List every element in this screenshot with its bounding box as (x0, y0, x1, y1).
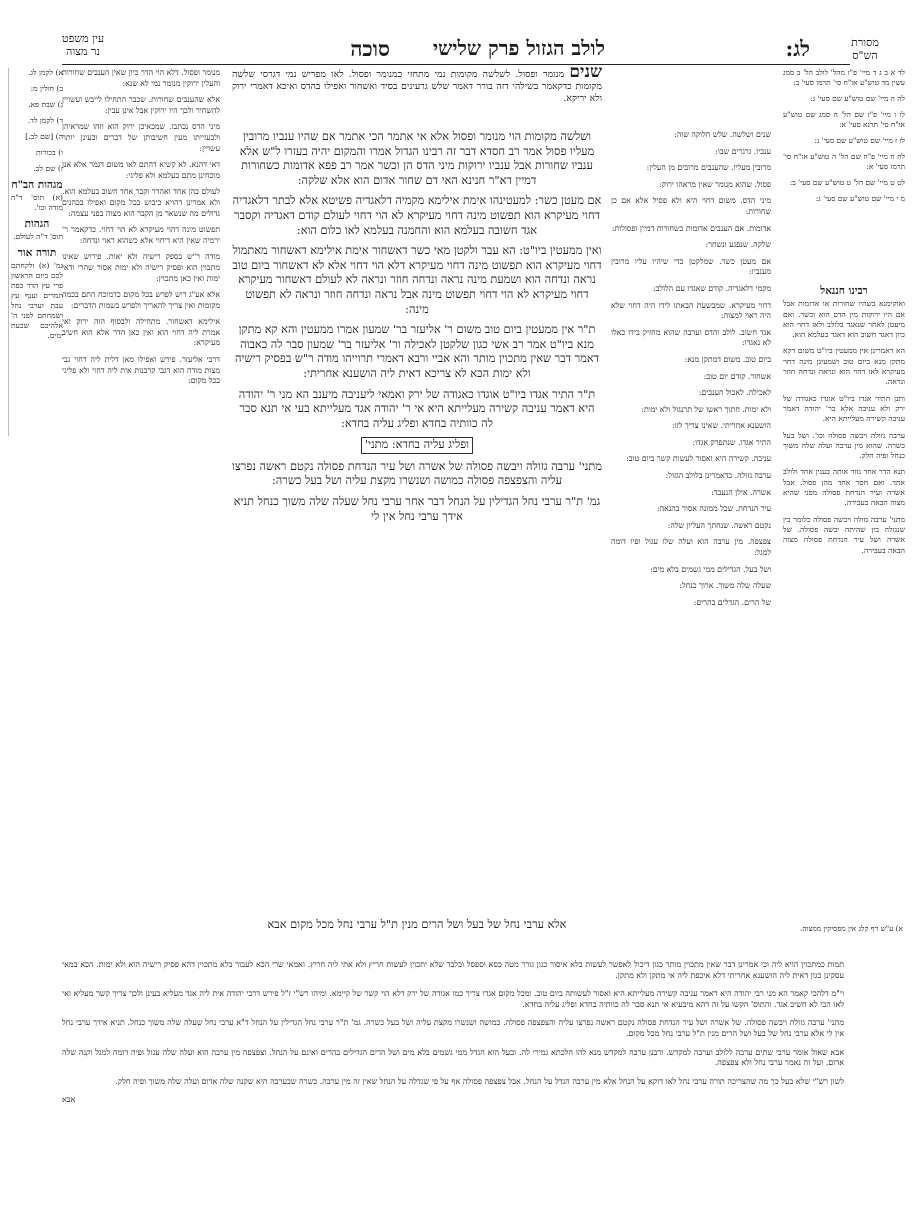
gemara-dibur-hamatchil: שנים (569, 62, 603, 82)
tosafot-paragraph: אלא אע"ג דיש לפרש בכל מקום כדמוכח התם בכמה מקומות ואין צריך להאריך ולפרש בשמות הדברים: (62, 290, 220, 310)
rashi-paragraph: מיני הדס. משום דחוי היא ולא פסיל אלא אם כן שחורות: (611, 196, 771, 216)
tosafot-paragraph: דאי דהנא. לא קשיא דהתם לאו משום דגמר אלא אנן מוכחינן מתם בעלמא ולא פליגי: (62, 160, 220, 180)
tosafot-paragraph: מנומר ופסול. דלא הוי הדר כיון שאין הענבים שחורות והעלין ירוקין מנומר נמי לא שנא: (62, 68, 220, 88)
tosafot-paragraph: תפשוט מינה דהוי מעיקרא לא הוי דחוי. כדקאמר ר' ירמיה שאין היא דיחוי אלא כשהוא ראוי ונדחה: (62, 225, 220, 245)
page-header (61, 32, 879, 64)
header-divider (62, 64, 850, 65)
gemara-head (232, 62, 603, 126)
masoret-line: ג) שבת פא. (28, 100, 63, 109)
rashi-paragraph: של הרים. הגדלים בהרים: (693, 597, 771, 607)
rashi-paragraph: נקטם ראשה. שנחתך העליון שלה: (667, 520, 771, 530)
masoret-line: ו) בכורות (36, 148, 63, 157)
catchword: אבא (62, 1095, 76, 1105)
ein-mishpat-column (783, 68, 905, 278)
masoret-line: ה) [שם לב.] (25, 132, 63, 141)
masoret-column (8, 68, 63, 436)
rashi-paragraph: ולא ימות. חתוך ראשו של תרנגול ולא ימות: (641, 404, 771, 414)
rashi-paragraph: אגד חשוב. לולב והדס וערבה שהוא מחזיק בידו כאלו לא נאגדו: (611, 327, 771, 348)
masoret-line: ד) לקמן לד. (27, 116, 63, 125)
gemara-boxed-text: ופליג עליה בחדא: מתני' (361, 437, 473, 454)
gemara-paragraph: מתני' ערבה גזולה ויבשה פסולה של אשרה ושל עיר הנדחת פסולה נקטם ראשה נפרצו עליה והצפצפה פסולה כמושה ושנשרו מקצת עליה ושל בעל כשרה: (232, 459, 602, 488)
rashi-paragraph: עניבה. קשירה היא ואסור לעשות קשר ביום טוב: (626, 454, 771, 464)
rashi-paragraph: שעלה שלה משוך. ארוך כנחל: (679, 581, 771, 591)
tosafot-paragraph: אילימא דאשחור. מתחילה ולבסוף הוה ירוק ואי אמרת ליה דחוי הוא ואין כאן הדר אלא הוא חשיב מעיקרא: (62, 317, 220, 348)
rashi-paragraph: עיר הנדחת. שכל ממונה אסור בהנאה: (656, 504, 771, 514)
hagahot-bach-title: מגהות הב"ח (11, 179, 63, 191)
rabbeinu-hananel-title: רבינו חננאל (820, 285, 868, 297)
bottom-paragraph: וי"מ דלהכי קאמר הא מני רבי יהודה היא דאמר עניבה קשירה מעלייתא היא ואסור לעשותה ביום טוב. ומכל מקום אגדו צריך כמו אגודה של ירק דלא הוי קשר של קיימא. ומיהו רש"י ז"ל פירש דרבי יהודה אית ליה אגד מעליא בעינן ולכך צריך קשר מעליא ואי לאו הכי לא חשיב אגד. והתוס' הקשו על זה דהא מיבעיא אי תנא סבר לה כוותיה בחדא ופליג עליה בחדא. (62, 989, 844, 1009)
masoret-line: א) לקמן לג. (28, 68, 63, 77)
masoret-line: ב) חולין מ: (30, 84, 63, 93)
gemara-paragraph: ואין ממעטין ביו"ט: הא עבר ולקטן מאי כשר דאשחור אימת אילימא דאשחור מאתמול דחוי מעיקרא הוא תפשוט מינה דחוי מעיקרא דלא הוי דחוי אלא לא דאשחור ביום טוב נראה ונדחה הוא ושמעת מינה נראה ונדחה חוזר ונראה לא לעולם דאשחור מעיקרא דחוי מעיקרא לא הוי דחוי תפשוט מינה אבל נראה ונדחה חוזר ונראה לא תפשוט מינה: (232, 244, 602, 316)
torah-or-verse: גמ' (א) ולקחתם לכם ביום הראשון פרי עץ הדר כפת תמרים וענף עץ עבת וערבי נחל ושמחתם לפני ה' אלהיכם שבעת ימים. (11, 261, 63, 340)
gemara-paragraph: אם מעטן כשר: למעטינהו אימת אילימא מקמיה דלאגדיה פשיטא אלא לבתר דלאגדיה דחוי מעיקרא הוא תפשוט מינה דחוי מעיקרא לא הוי דחוי לעולם קודם דאגדיה וקסבר אגד חשובה בעלמא הוא והחמנה בעלמא לאו כלום הוא: (232, 194, 602, 237)
hagahot-title: הגהות (24, 218, 50, 230)
rashi-paragraph: צפצפה. מין ערבה הוא ועלה שלו עגול ופיו דומה למגל: (611, 537, 771, 558)
tosafot-paragraph: מיני הדס נכתבו. שמכאיכן ירוק הוא וזהו שמראיהן ולבעזייתו מעין חשיבותן של דברים ובעינן יותר עשויין: (62, 122, 220, 153)
ein-mishpat-header: עין משפט נר מצוה (61, 32, 105, 58)
hananel-paragraph: ערבה גזולה ויבשה פסולה וכו'. ושל בעל כשרה. שהוא מין ערבה ועלה שלה משוך כנחל ופיה חלק. (783, 430, 905, 461)
rashi-paragraph: ביום טוב. משום דמתקן מנא: (684, 354, 771, 364)
ein-mishpat-entry: לז ז מיי' שם טוש"ע שם סעי' ג: (814, 136, 905, 145)
gemara-paragraph: ושלשה מקומות הוי מנומר ופסול אלא אי אתמר הכי אתמר אם שהיו ענביו מרובין מעליו פסול אמר רב חסדא דבר זה רבינו הגדול אמרו והמקום יהיה בעזרו ל"ש אלא ענביו שחורות אבל ענביו ירוקות מיני הדס הן וכשר אמר רב פפא אדומות כשחורות דמיין דא"ר חנינא האי דם שחור אדום הוא אלא שלקה: (239, 130, 595, 187)
rashi-paragraph: דחוי מעיקרא. שמבשעת הבאתו לידו היה דחוי שלא היה ראוי למצוה: (611, 300, 771, 321)
bottom-paragraph: תמות כמתכוין הויא ליה וכי אמרינן דבר שאין מתכוין מותר כגון דיכול לאפשר לעשות בלא איסור כגון גורר מטה כסא וספסל ובלבד שלא יתכוין לעשות חריץ ולא אתי ליה חריץ. ואמאי שרי הכא לעבור בלא מתכוין דהא פסיק רישיה הוא ולא ימות. הכא במאי עסקינן כגון דאית ליה הושענא אחריתי דלא איכפת ליה אי מתקן ולא מתקן. (62, 960, 844, 980)
rashi-paragraph: מקמי דלאגדיה. קודם שאגדו עם הלולב: (653, 283, 771, 293)
ein-mishpat-entry: לה ה מיי' שם טוש"ע שם סעי' ג: (810, 94, 905, 103)
bottom-paragraph: אבא שאול אומר ערבי שתים ערבה ללולב וערבה למקדש. ורבנן ערבה למקדש מנא להו הלכתא גמירי לה. ובעל הוא הגדל ממי גשמים בלא מים ושל הרים הגדילים בהרים ואינם על הנחל. וצפצפה מין ערבה הוא ועלה שלה עגול ופיה דומה למגל וקנה שלה אדום. ועל זה נאמר ערבי נחל ולא צפצפה. (62, 1047, 844, 1068)
gemara-column (232, 130, 602, 910)
gemara-tail: אלא ערבי נחל של בעל ושל הרים מנין ת"ל ערבי נחל מכל מקום אבא (267, 918, 567, 931)
gemara-paragraph: גמ' ת"ר ערבי נחל הגדילין על הנחל דבר אחר ערבי נחל שעלה שלה משוך כנחל תניא אידך ערבי נחל אין לי (233, 495, 601, 523)
hananel-paragraph: ואוקימנא בשהיו שחורות או אדומות אבל אם היו ירוקות מין הדס הוא וכשר. ואם מיעטן לאחר שנאגד בלולב ולאו דחוי הוא כיון דאגד חשוב הוא דאגד בעלמא הוא. (783, 299, 905, 340)
hananel-footnote: א) ע"ש דף קלג אין מפסיקין ממצוה. (799, 924, 903, 933)
ein-mishpat-entry: לח ח מיי' פ"ח שם הל' ה טוש"ע או"ח סי' תרמז סעי' א: (783, 152, 905, 171)
rashi-paragraph: ושל בעל. הגדילים ממי גשמים בלא מים: (650, 564, 771, 574)
rashi-paragraph: שלקה. שנפגע ונשחר: (705, 240, 771, 250)
hananel-paragraph: מתני' ערבה גזולה ויבשה פסולה כלומר בין שנגזלה בין שהיתה יבשה פסולה. של אשרה ושל עיר הנדחת פסולה מצוה הבאה בעבירה. (783, 514, 905, 555)
daf-number: לג: (785, 36, 810, 61)
gemara-paragraph: ת"ר אין ממעטין ביום טוב משום ר' אליעזר בר' שמעון אמרו ממעטין והא קא מתקן מנא ביו"ט אמר רב אשי כגון שלקטן לאכילה ור' אליעזר בר' שמעון סבר לה כאבוה דאמר דבר שאין מתכוין מותר והא אביי ורבא דאמרי תרוייהו מודה ר"ש בפסיק רישיה ולא ימות הכא לא צריכא דאית ליה הושענא אחריתי: (234, 323, 600, 380)
rabbeinu-hananel-column (783, 282, 905, 918)
bottom-paragraph: מתני' ערבה גזולה ויבשה פסולה. של אשרה ושל עיר הנדחת פסולה נקטם ראשה נפרצו עליה והצפצפה פסולה. כמושה ושנשרו מקצת עליה ושל בעל כשרה. גמ' ת"ר ערבי נחל הגדילין על הנחל ד"א ערבי נחל שעלה שלה משוך כנחל. תניא אידך ערבי נחל אין לי אלא ערבי נחל של בעל ושל הרים מנין ת"ל ערבי נחל מכל מקום. (62, 1018, 844, 1038)
masoret-line: ז) שם לב. (33, 164, 63, 173)
hananel-paragraph: ותנן התיר אגדו ביו"ט אוגדו כאגודה של ירק ולא עניבה אלא כר' יהודה דאמר עניבה קשירה מעלייתא היא. (783, 393, 905, 424)
rashi-paragraph: אשרה. אילן הנעבד: (711, 487, 771, 497)
rashi-paragraph: ענביו. גרגרים שבו: (715, 146, 771, 156)
torah-or-title: תורה אור (17, 247, 57, 259)
rashi-paragraph: אשחור. קודם יום טוב: (703, 371, 771, 381)
rashi-paragraph: שנים ושלשה. שלש חלוקה שוה: (674, 130, 771, 139)
masoret-line: (א) תוס' ד"ה מודה וכו'. (11, 193, 63, 212)
rashi-column (611, 130, 771, 928)
ein-mishpat-entry: לד א ב ג ד מיי' פ"ז מהל' לולב הל' ב סמג עשין מד טוש"ע או"ח סי' תרמו סעי' ב: (783, 68, 905, 87)
rashi-paragraph: לאכילה. לאכול הענבים: (698, 388, 771, 398)
tosafot-paragraph: דרבי אליעזר. פירש ואפילו מאן דלית ליה דחוי גבי מצות מודה הוא דגבי קרבנות אית ליה דחוי ולא פליגי בכל מקום: (62, 355, 220, 386)
ein-mishpat-entry: לו ו מיי' פ"ז שם הל' ה סמג שם טוש"ע או"ח סי' תרנא סעי' א: (783, 110, 905, 129)
hananel-paragraph: תנא הדר אחד גזור אותה בענין אחד ולולב אחד. ואם חסר אחד מהן פסול. אבל אשרה ועיר הנדחת פסולה מפני שהיא מצוה הבאה בעבירה. (783, 467, 905, 508)
gemara-paragraph: ת"ר התיר אגדו ביו"ט אוגדו כאגודה של ירק ואמאי ליעניבה מיענב הא מני ר' יהודה היא דאמר עניבה קשירה מעלייתא היא אי ר' יהודה אגד מעלייתא בעי אי תנא סבר לה כוותיה בחדא ופליג עליה בחדא: (238, 387, 596, 430)
tractate-name: סוכה (350, 36, 390, 61)
masoret-header: מסורת הש"ס (851, 36, 879, 62)
rashi-paragraph: פסול. שהוא מנומר שאין מראהו ירוק: (659, 179, 771, 189)
bottom-paragraph: לשון רש"י שלא בעל כך מה שהצריכה תורה ערבי נחל לאו דוקא על הנחל אלא מין ערבה הגדל על הנחל. אבל צפצפה פסולה אף על פי שגדלה על הנחל שאין זה מין ערבה. כשרה שבערבה היא שקנה שלה אדום ועלה שלה משוך ופיה חלק. (115, 1076, 844, 1086)
rashi-paragraph: אדומות. אם הענבים אדומות כשחורות דמיין ופסולות: (611, 223, 771, 233)
ein-mishpat-entry: מ י מיי' שם טוש"ע שם סעי' ג: (815, 194, 905, 203)
rashi-paragraph: התיר אגדו. שנתפרק אגדו: (692, 437, 771, 447)
rashi-paragraph: מרובין מעליו. שהענבים מרובים מן העלין: (646, 163, 771, 173)
hananel-paragraph: הא דאמרינן אין ממעטין ביו"ט משום דקא מתקן מנא ביום טוב ושמעינן מינה דחוי מעיקרא לאו דחוי הוא ונראה ונדחה חוזר ונראה. (783, 346, 905, 387)
rashi-paragraph: אם מעטן כשר. שמלקטן כדי שיהיו עליו מרובין מענביו: (611, 256, 771, 277)
tosafot-paragraph: מודה ר"ש בספק רישיה ולא יאות. פירוש שאינו מתכוין הוא ופסיק רישיה ולא ימות אסור שהרי ודאי ימות ואין כאן מתכוין: (62, 252, 220, 283)
rashi-paragraph: הושענא אחריתי. שאינו צריך לזו: (672, 421, 771, 431)
bottom-commentary (62, 952, 844, 1210)
tosafot-column (62, 68, 220, 928)
tosafot-paragraph: אלא שהענבים שחורות. שכבר התחילו לייבש ועשויין להשחיר ולכך היו ירוקין אבל אינן עבין: (62, 95, 220, 115)
rashi-paragraph: ערבה גזולה. כדאמרינן בלולב הגזול: (665, 471, 771, 481)
chapter-title: לולב הגזול פרק שלישי (432, 36, 605, 60)
gemara-head-text: מנומר ופסול. לשלשה מקומות נמי מתחזי כמנומר ופסול. לאו מפריש נמי דגרסי שלשה מקומות כדקאמר בשילהי דזה בורר דאמר שלש גרעינים בסיד ואשחור ואפילו בהדס ואיכא דאמרי ירוק ולא יריקא. (232, 69, 602, 105)
ein-mishpat-entry: לט ט מיי' שם הל' ט טוש"ע שם סעי' ב: (789, 178, 905, 187)
masoret-line: תוס' ד"ה לעולם. (13, 232, 63, 241)
tosafot-paragraph: לעולם בהן אחד ואהדר וקבר אחד חשוב בעלמא הוא. ולא אמרינן דהויא כיבוש בכל מקום ואפילו בכהנים גדולים מה שנשאר מן הקבר הוא מצוה בפני עצמה: (62, 187, 220, 218)
